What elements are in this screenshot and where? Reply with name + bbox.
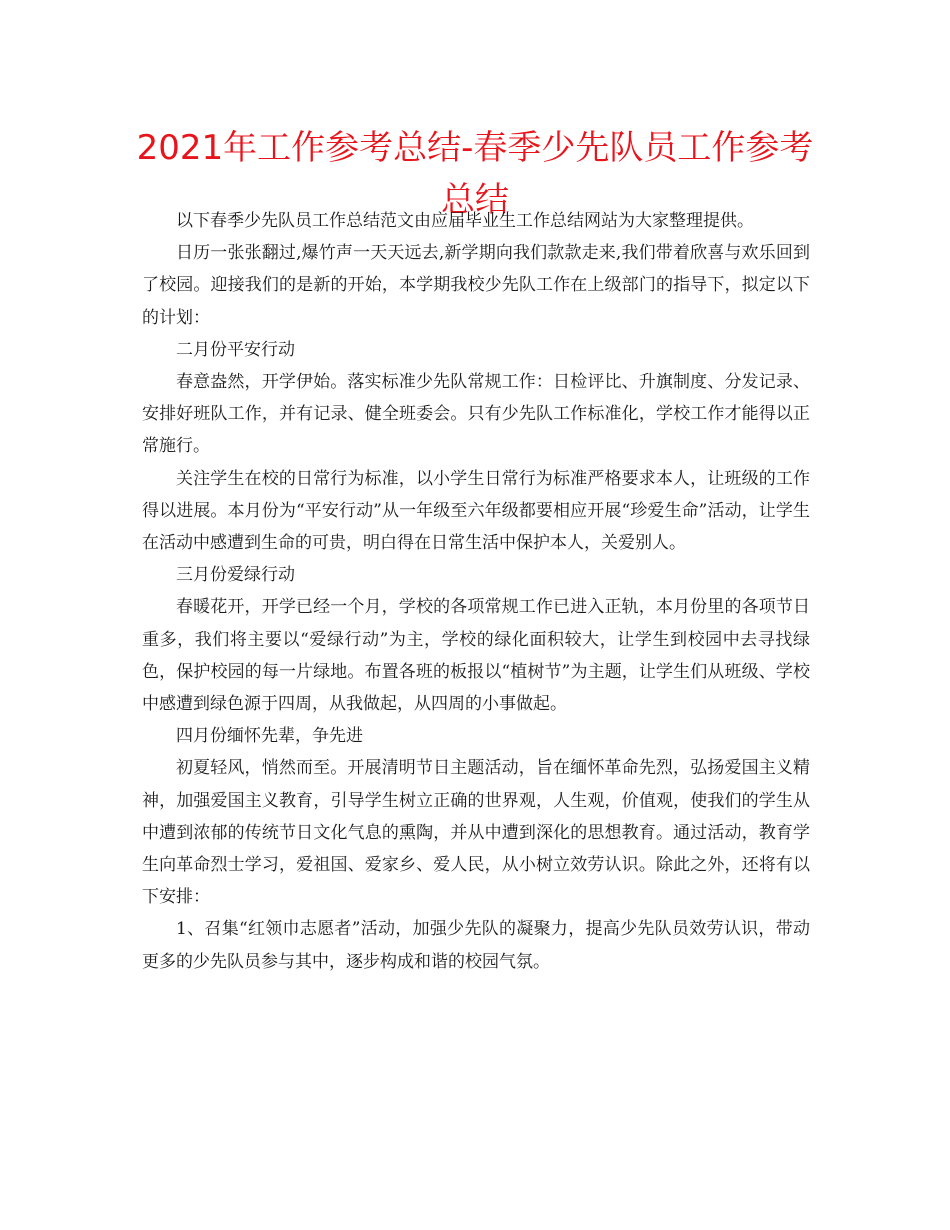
document-title: 2021年工作参考总结-春季少先队员工作参考总结 <box>136 128 814 220</box>
paragraph-february-1: 春意盎然，开学伊始。落实标准少先队常规工作：日检评比、升旗制度、分发记录、安排好班队工作，并有记录、健全班委会。只有少先队工作标准化，学校工作才能得以正常施行。 <box>142 372 810 457</box>
paragraph-opening: 日历一张张翻过,爆竹声一天天远去,新学期向我们款款走来,我们带着欣喜与欢乐回到了校园。迎接我们的是新的开始，本学期我校少先队工作在上级部门的指导下，拟定以下的计划： <box>142 243 810 328</box>
section-heading-february: 二月份平安行动 <box>176 339 295 360</box>
paragraph-intro: 以下春季少先队员工作总结范文由应届毕业生工作总结网站为大家整理提供。 <box>176 211 754 231</box>
paragraph-march: 春暖花开，开学已经一个月，学校的各项常规工作已进入正轨，本月份里的各项节日重多，我们将主要以“爱绿行动”为主，学校的绿化面积较大，让学生到校园中去寻找绿色，保护校园的每一片绿地。布置各班的板报以“植树节”为主题，让学生们从班级、学校中感遭到绿色源于四周，从我做起，从四周的小事做起。 <box>142 597 810 715</box>
section-heading-april: 四月份缅怀先辈，争先进 <box>176 726 363 747</box>
paragraph-february-2: 关注学生在校的日常行为标准，以小学生日常行为标准严格要求本人，让班级的工作得以进展。本月份为“平安行动”从一年级至六年级都要相应开展“珍爱生命”活动，让学生在活动中感遭到生命的可贵，明白得在日常生活中保护本人，关爱别人。 <box>142 468 810 554</box>
list-item-1: 1、召集“红领巾志愿者”活动，加强少先队的凝聚力，提高少先队员效劳认识，带动更多的少先队员参与其中，逐步构成和谐的校园气氛。 <box>142 919 810 972</box>
paragraph-april: 初夏轻风，悄然而至。开展清明节日主题活动，旨在缅怀革命先烈，弘扬爱国主义精神，加强爱国主义教育，引导学生树立正确的世界观，人生观，价值观，使我们的学生从中遭到浓郁的传统节日文化气息的熏陶，并从中遭到深化的思想教育。通过活动，教育学生向革命烈士学习，爱祖国、爱家乡、爱人民，从小树立效劳认识。除此之外，还将有以下安排： <box>142 758 810 908</box>
document-body <box>142 205 810 978</box>
section-heading-march: 三月份爱绿行动 <box>176 565 295 586</box>
